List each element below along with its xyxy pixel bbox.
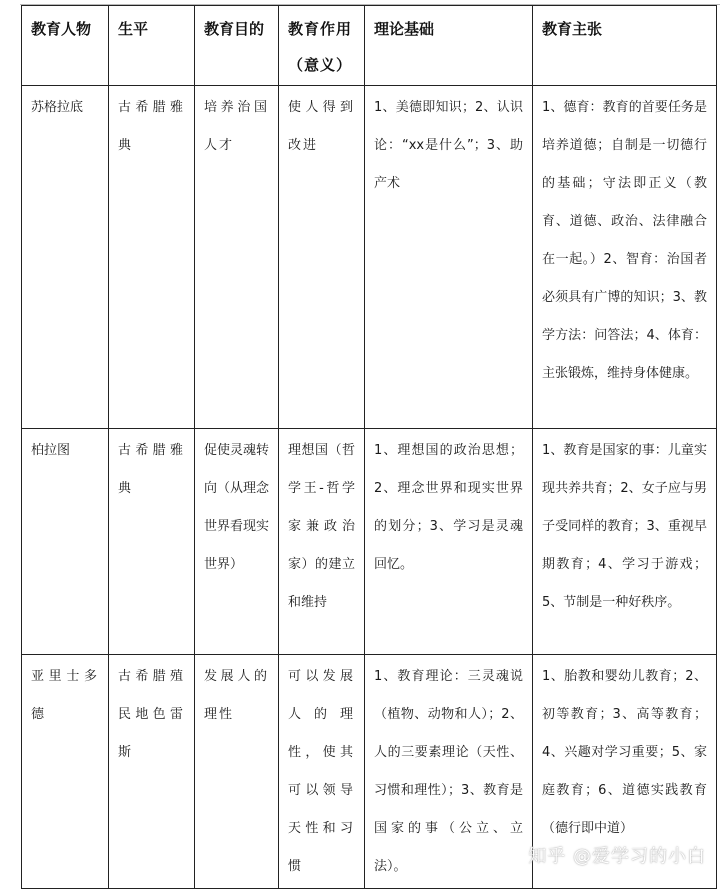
cell-purpose: 发展人的理性	[195, 655, 279, 889]
cell-life: 古希腊殖民地色雷斯	[109, 655, 195, 889]
cell-claims: 1、德育：教育的首要任务是培养道德；自制是一切德行的基础；守法即正义（教育、道德、政治、法律融合在一起。）2、智育：治国者必须具有广博的知识；3、教学方法：问答法；4、体育：主张锻炼，维持身体健康。	[533, 86, 717, 429]
table-header-row	[22, 6, 717, 86]
zhihu-watermark: 知乎 @爱学习的小白	[528, 846, 706, 867]
table-row-socrates	[22, 86, 717, 429]
cell-purpose: 培养治国人才	[195, 86, 279, 429]
header-figure: 教育人物	[22, 6, 109, 86]
table-row-plato	[22, 429, 717, 655]
cell-life: 古希腊雅典	[109, 429, 195, 655]
cell-role: 可以发展人的理性，使其可以领导天性和习惯	[279, 655, 365, 889]
cell-claims: 1、胎教和婴幼儿教育；2、初等教育；3、高等教育；4、兴趣对学习重要；5、家庭教育；6、道德实践教育（德行即中道）	[533, 655, 717, 889]
education-figures-table	[21, 5, 717, 889]
cell-theory: 1、理想国的政治思想；2、理念世界和现实世界的划分；3、学习是灵魂回忆。	[365, 429, 533, 655]
header-purpose: 教育目的	[195, 6, 279, 86]
cell-role: 理想国（哲学王-哲学家兼政治家）的建立和维持	[279, 429, 365, 655]
header-role: 教育作用（意义）	[279, 6, 365, 86]
header-theory: 理论基础	[365, 6, 533, 86]
header-life: 生平	[109, 6, 195, 86]
cell-theory: 1、美德即知识；2、认识论：“xx是什么”；3、助产术	[365, 86, 533, 429]
cell-claims: 1、教育是国家的事：儿童实现共养共育；2、女子应与男子受同样的教育；3、重视早期教育；4、学习于游戏；5、节制是一种好秩序。	[533, 429, 717, 655]
header-claims: 教育主张	[533, 6, 717, 86]
cell-role: 使人得到改进	[279, 86, 365, 429]
cell-figure: 柏拉图	[22, 429, 109, 655]
cell-figure: 亚里士多德	[22, 655, 109, 889]
cell-theory: 1、教育理论：三灵魂说（植物、动物和人）；2、人的三要素理论（天性、习惯和理性）；3、教育是国家的事（公立、立法）。	[365, 655, 533, 889]
cell-figure: 苏格拉底	[22, 86, 109, 429]
cell-purpose: 促使灵魂转向（从理念世界看现实世界）	[195, 429, 279, 655]
cell-life: 古希腊雅典	[109, 86, 195, 429]
